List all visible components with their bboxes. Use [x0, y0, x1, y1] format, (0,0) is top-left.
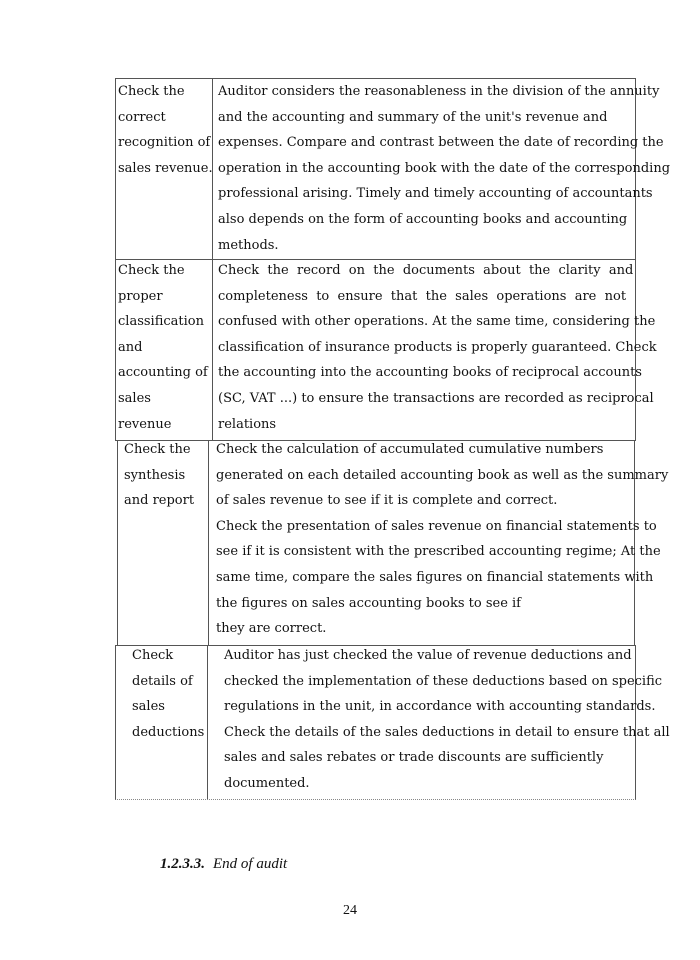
label-line: classification	[118, 314, 204, 330]
table-row	[115, 645, 670, 800]
label-line: accounting of	[118, 365, 208, 381]
column-divider	[207, 646, 208, 799]
text-line: Check the presentation of sales revenue on financial statements to	[216, 518, 657, 534]
text-line: see if it is consistent with the prescribed accounting regime; At the	[216, 544, 661, 560]
text-line: professional arising. Timely and timely accounting of accountants	[218, 186, 653, 202]
text-line: completeness to ensure that the sales operations are not	[218, 288, 627, 304]
text-line: relations	[218, 416, 277, 432]
text-line: Check the calculation of accumulated cumulative numbers	[216, 442, 604, 457]
table-row	[115, 259, 657, 441]
label-line: correct	[118, 109, 166, 125]
table-row	[117, 440, 669, 646]
text-line: confused with other operations. At the same time, considering the	[218, 314, 656, 330]
text-line: of sales revenue to see if it is complete and correct.	[216, 493, 558, 509]
row-description	[224, 643, 670, 797]
row-description	[218, 258, 657, 437]
text-line: operation in the accounting book with the date of the corresponding	[218, 160, 671, 176]
text-line: checked the implementation of these deductions based on specific	[224, 673, 663, 689]
text-line: they are correct.	[216, 621, 327, 637]
label-line: sales	[118, 390, 151, 406]
label-line: Check	[132, 648, 174, 663]
text-line: Check the details of the sales deductions in detail to ensure that all	[224, 724, 670, 740]
text-line: methods.	[218, 237, 279, 253]
text-line: regulations in the unit, in accordance with accounting standards.	[224, 699, 656, 715]
text-line: Check the record on the documents about the clarity and	[218, 263, 634, 278]
column-divider	[212, 260, 213, 440]
label-line: and report	[124, 493, 195, 509]
label-line: and	[118, 339, 143, 355]
table-row	[115, 78, 671, 260]
row-description	[218, 79, 670, 258]
label-line: synthesis	[124, 467, 186, 483]
section-number: 1.2.3.3.	[160, 856, 205, 872]
text-line: documented.	[224, 775, 310, 791]
label-line: proper	[118, 288, 163, 304]
section-title: End of audit	[213, 856, 288, 872]
label-line: sales revenue.	[118, 160, 213, 176]
label-line: Check the	[118, 263, 185, 278]
row-label	[124, 437, 194, 514]
text-line: Auditor has just checked the value of revenue deductions and	[224, 648, 632, 663]
label-line: sales	[132, 699, 165, 715]
text-line: sales and sales rebates or trade discounts are sufficiently	[224, 750, 604, 766]
label-line: recognition of	[118, 135, 211, 151]
column-divider	[208, 441, 209, 645]
row-label	[118, 79, 213, 181]
text-line: also depends on the form of accounting books and accounting	[218, 211, 628, 227]
text-line: (SC, VAT ...) to ensure the transactions are recorded as reciprocal	[218, 390, 654, 406]
page-number: 24	[343, 903, 357, 918]
label-line: details of	[132, 673, 193, 689]
text-line: the figures on sales accounting books to see if	[216, 595, 521, 611]
text-line: generated on each detailed accounting book as well as the summary	[216, 467, 669, 483]
text-line: the accounting into the accounting books of reciprocal accounts	[218, 365, 642, 381]
label-line: revenue	[118, 416, 172, 432]
row-label	[132, 643, 204, 745]
text-line: expenses. Compare and contrast between the date of recording the	[218, 135, 664, 151]
text-line: same time, compare the sales figures on financial statements with	[216, 569, 654, 585]
text-line: Auditor considers the reasonableness in the division of the annuity	[218, 84, 660, 99]
label-line: Check the	[118, 84, 185, 99]
row-label	[118, 258, 208, 437]
row-description	[216, 437, 668, 642]
text-line: and the accounting and summary of the unit's revenue and	[218, 109, 608, 125]
section-heading	[160, 856, 287, 873]
label-line: deductions	[132, 724, 205, 740]
text-line: classification of insurance products is properly guaranteed. Check	[218, 339, 657, 355]
label-line: Check the	[124, 442, 191, 457]
